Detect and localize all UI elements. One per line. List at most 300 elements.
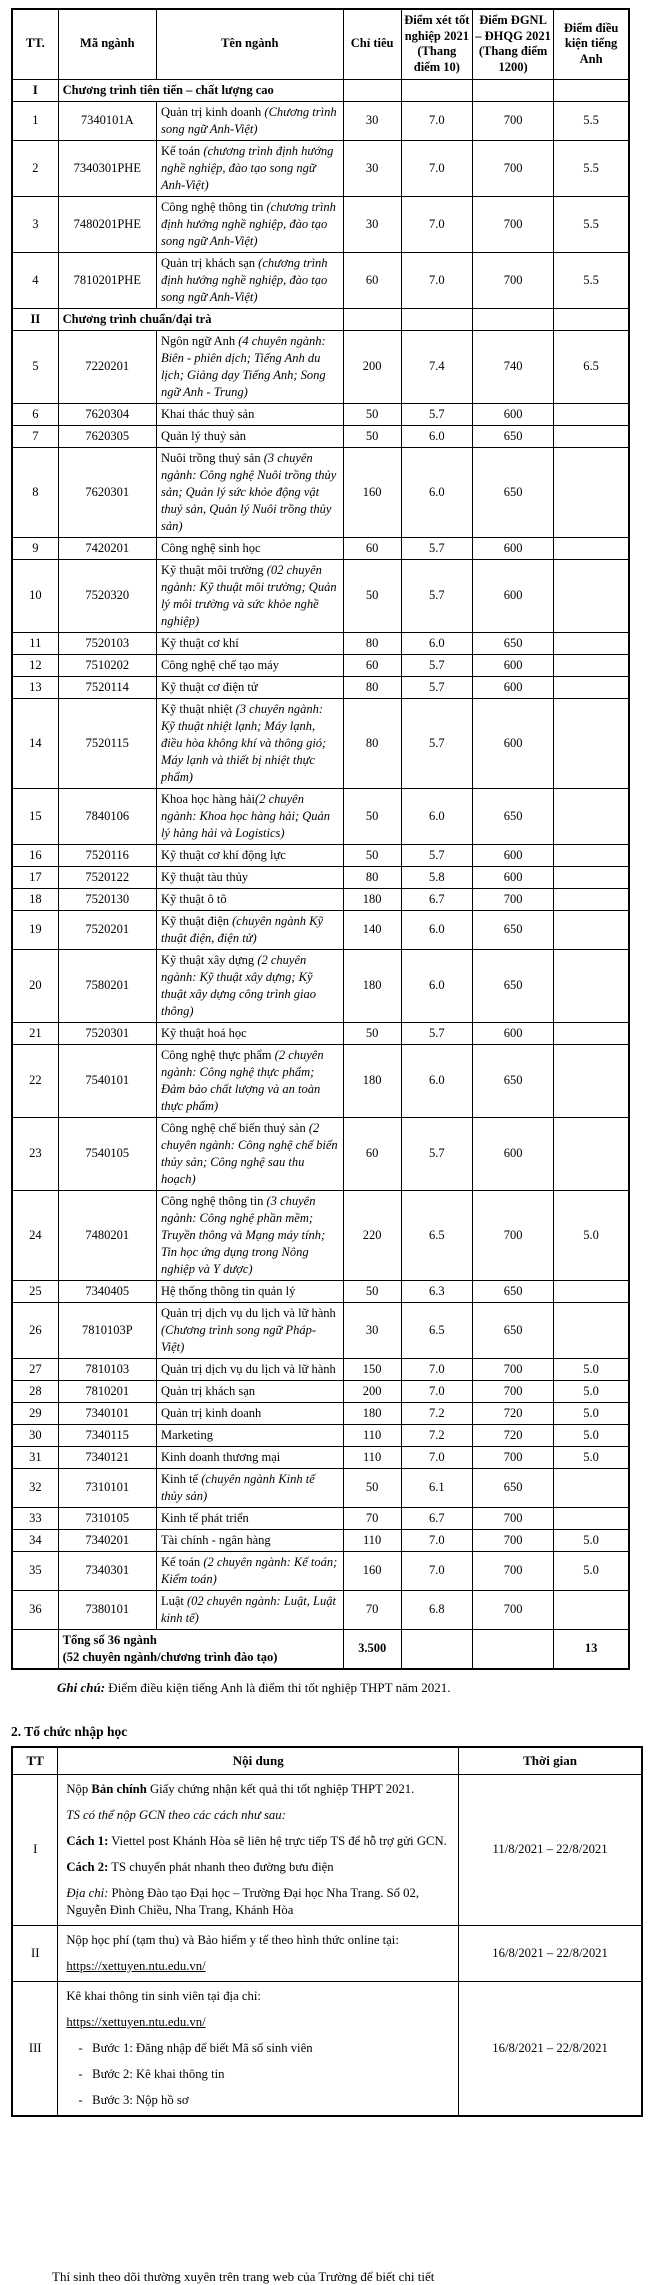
tt-cell: 20 bbox=[12, 949, 58, 1022]
code-cell: 7340101A bbox=[58, 101, 156, 140]
english-score-cell bbox=[554, 1507, 629, 1529]
dgnl-score-cell: 650 bbox=[472, 1302, 553, 1358]
name-cell bbox=[156, 1190, 343, 1280]
text-run: (2 chuyên ngành: Kế toán; Kiểm toán) bbox=[160, 1554, 338, 1586]
text-run: Kỹ thuật hoá học bbox=[160, 1025, 247, 1040]
quota-cell: 80 bbox=[343, 698, 401, 788]
text-run: Kỹ thuật cơ điện tử bbox=[160, 679, 258, 694]
name-cell bbox=[156, 1380, 343, 1402]
text-run: Kỹ thuật ô tô bbox=[160, 891, 227, 906]
code-cell: 7340301PHE bbox=[58, 140, 156, 196]
col-header-diem-tn: Điểm xét tốt nghiệp 2021 (Thang điểm 10) bbox=[401, 9, 472, 79]
quota-cell: 160 bbox=[343, 1551, 401, 1590]
content-paragraph bbox=[66, 1958, 450, 1975]
english-score-cell: 5.0 bbox=[554, 1380, 629, 1402]
dgnl-score-cell: 720 bbox=[472, 1424, 553, 1446]
dgnl-score-cell: 650 bbox=[472, 1468, 553, 1507]
tt-cell: I bbox=[12, 79, 58, 101]
tt-cell: 30 bbox=[12, 1424, 58, 1446]
text-run: Phòng Đào tạo Đại học – Trường Đại học Nha Trang. Số 02, Nguyễn Đình Chiều, Nha Trang, Khánh Hòa bbox=[66, 1885, 423, 1917]
dgnl-score-cell: 700 bbox=[472, 1529, 553, 1551]
footnote-label: Ghi chú: bbox=[57, 1679, 106, 1695]
dgnl-score-cell: 700 bbox=[472, 888, 553, 910]
table-row bbox=[12, 140, 629, 196]
tt-cell: 36 bbox=[12, 1590, 58, 1629]
code-cell: 7840106 bbox=[58, 788, 156, 844]
quota-cell: 200 bbox=[343, 1380, 401, 1402]
english-score-cell bbox=[554, 1022, 629, 1044]
content-paragraph bbox=[66, 1859, 450, 1876]
content-paragraph bbox=[66, 2014, 450, 2031]
text-run: (chương trình định hướng nghề nghiệp, đào tạo song ngữ Anh-Việt) bbox=[160, 255, 328, 304]
english-score-cell bbox=[554, 632, 629, 654]
dgnl-score-cell: 600 bbox=[472, 654, 553, 676]
tt-cell: 25 bbox=[12, 1280, 58, 1302]
code-cell: 7340301 bbox=[58, 1551, 156, 1590]
table-row bbox=[12, 447, 629, 537]
name-cell bbox=[156, 196, 343, 252]
quota-cell: 50 bbox=[343, 403, 401, 425]
dgnl-score-cell: 700 bbox=[472, 1190, 553, 1280]
name-cell bbox=[156, 788, 343, 844]
table-row bbox=[12, 676, 629, 698]
step-item bbox=[66, 2040, 450, 2057]
schedule-row bbox=[12, 1774, 642, 1925]
code-cell: 7420201 bbox=[58, 537, 156, 559]
section-label-cell: Chương trình tiên tiến – chất lượng cao bbox=[58, 79, 343, 101]
code-cell: 7480201 bbox=[58, 1190, 156, 1280]
quota-cell: 50 bbox=[343, 1280, 401, 1302]
tn-score-cell: 6.8 bbox=[401, 1590, 472, 1629]
name-cell bbox=[156, 101, 343, 140]
name-cell bbox=[156, 140, 343, 196]
code-cell: 7480201PHE bbox=[58, 196, 156, 252]
table-row bbox=[12, 537, 629, 559]
text-run: Quản trị khách sạn bbox=[160, 1383, 256, 1398]
code-cell: 7520114 bbox=[58, 676, 156, 698]
table-row bbox=[12, 330, 629, 403]
dgnl-score-cell: 720 bbox=[472, 1402, 553, 1424]
english-score-cell bbox=[554, 559, 629, 632]
tn-score-cell: 7.0 bbox=[401, 1446, 472, 1468]
code-cell: 7520130 bbox=[58, 888, 156, 910]
tn-score-cell: 6.0 bbox=[401, 788, 472, 844]
english-score-cell: 5.5 bbox=[554, 101, 629, 140]
text-run: Nuôi trồng thuỷ sản bbox=[160, 450, 264, 465]
quota-cell: 180 bbox=[343, 1044, 401, 1117]
name-cell bbox=[156, 1044, 343, 1117]
tn-score-cell: 7.0 bbox=[401, 101, 472, 140]
name-cell bbox=[156, 844, 343, 866]
name-cell bbox=[156, 866, 343, 888]
name-cell bbox=[156, 676, 343, 698]
dgnl-score-cell: 650 bbox=[472, 788, 553, 844]
table-row bbox=[12, 788, 629, 844]
english-score-cell: 5.5 bbox=[554, 252, 629, 308]
dgnl-score-cell: 650 bbox=[472, 425, 553, 447]
text-run: Kỹ thuật cơ khí bbox=[160, 635, 239, 650]
english-score-cell bbox=[554, 79, 629, 101]
col-header-diem-anh: Điểm điều kiện tiếng Anh bbox=[554, 9, 629, 79]
code-cell: 7810103P bbox=[58, 1302, 156, 1358]
tt-cell: 2 bbox=[12, 140, 58, 196]
text-run: - Bước 1: Đăng nhập để biết Mã số sinh viên bbox=[78, 2040, 313, 2055]
tt-cell: 23 bbox=[12, 1117, 58, 1190]
tn-score-cell: 6.0 bbox=[401, 447, 472, 537]
quota-cell: 60 bbox=[343, 252, 401, 308]
table-row bbox=[12, 1507, 629, 1529]
dgnl-score-cell: 650 bbox=[472, 949, 553, 1022]
text-run: Quản trị kinh doanh bbox=[160, 104, 265, 119]
text-run: Bản chính bbox=[91, 1781, 147, 1796]
tn-score-cell: 6.5 bbox=[401, 1190, 472, 1280]
tt-cell: 19 bbox=[12, 910, 58, 949]
table-row bbox=[12, 632, 629, 654]
text-run: (2 chuyên ngành: Khoa học hàng hải; Quản lý hàng hải và Logistics) bbox=[160, 791, 331, 840]
dgnl-score-cell: 700 bbox=[472, 1590, 553, 1629]
text-run: Kỹ thuật môi trường bbox=[160, 562, 267, 577]
tn-score-cell: 5.7 bbox=[401, 537, 472, 559]
content-paragraph bbox=[66, 1988, 450, 2005]
tt-cell: 17 bbox=[12, 866, 58, 888]
tt-cell: 12 bbox=[12, 654, 58, 676]
text-run: (chuyên ngành Kỹ thuật điện, điện tử) bbox=[160, 913, 324, 945]
name-cell bbox=[156, 1402, 343, 1424]
english-score-cell bbox=[554, 844, 629, 866]
code-cell: 7520201 bbox=[58, 910, 156, 949]
dgnl-score-cell: 700 bbox=[472, 1358, 553, 1380]
code-cell: 7810201 bbox=[58, 1380, 156, 1402]
tn-score-cell bbox=[401, 79, 472, 101]
link-url[interactable]: https://xettuyen.ntu.edu.vn/ bbox=[66, 2014, 206, 2029]
english-score-cell bbox=[554, 537, 629, 559]
dgnl-score-cell: 600 bbox=[472, 403, 553, 425]
code-cell: 7340405 bbox=[58, 1280, 156, 1302]
content-paragraph bbox=[66, 1885, 450, 1919]
content-paragraph bbox=[66, 1833, 450, 1850]
english-score-cell: 5.0 bbox=[554, 1529, 629, 1551]
col-header-thoi-gian: Thời gian bbox=[459, 1747, 642, 1775]
admission-scores-table bbox=[11, 8, 630, 1670]
tt-cell: 24 bbox=[12, 1190, 58, 1280]
quota-cell: 50 bbox=[343, 559, 401, 632]
code-cell: 7620305 bbox=[58, 425, 156, 447]
tn-score-cell: 5.7 bbox=[401, 1022, 472, 1044]
code-cell: 7810201PHE bbox=[58, 252, 156, 308]
tn-score-cell: 7.2 bbox=[401, 1424, 472, 1446]
text-run: (3 chuyên ngành: Kỹ thuật nhiệt lạnh; Máy lạnh, điều hòa không khí và thông gió; Máy lạnh và thiết bị nhiệt thực phẩm) bbox=[160, 701, 327, 784]
dgnl-score-cell: 650 bbox=[472, 1280, 553, 1302]
dgnl-score-cell: 700 bbox=[472, 1551, 553, 1590]
english-score-cell bbox=[554, 1590, 629, 1629]
text-run: TS chuyển phát nhanh theo đường bưu điện bbox=[108, 1859, 334, 1874]
english-score-cell bbox=[554, 910, 629, 949]
tt-cell: I bbox=[12, 1774, 58, 1925]
footnote bbox=[57, 1680, 632, 1696]
table-row bbox=[12, 654, 629, 676]
tn-score-cell: 5.7 bbox=[401, 654, 472, 676]
dgnl-score-cell: 600 bbox=[472, 676, 553, 698]
text-run: Quản lý thuỷ sản bbox=[160, 428, 247, 443]
english-score-cell: 5.0 bbox=[554, 1190, 629, 1280]
step-item bbox=[66, 2092, 450, 2109]
time-cell: 16/8/2021 – 22/8/2021 bbox=[459, 1925, 642, 1981]
tt-cell: 33 bbox=[12, 1507, 58, 1529]
dgnl-score-cell bbox=[472, 79, 553, 101]
english-score-cell bbox=[554, 676, 629, 698]
tn-score-cell: 7.0 bbox=[401, 140, 472, 196]
content-paragraph bbox=[66, 1807, 450, 1824]
text-run: Kỹ thuật điện bbox=[160, 913, 233, 928]
dgnl-score-cell: 700 bbox=[472, 101, 553, 140]
tn-score-cell: 6.0 bbox=[401, 632, 472, 654]
name-cell bbox=[156, 425, 343, 447]
text-run: Tài chính - ngân hàng bbox=[160, 1532, 271, 1547]
text-run: TS có thể nộp GCN theo các cách như sau: bbox=[66, 1807, 286, 1822]
name-cell bbox=[156, 632, 343, 654]
tn-score-cell: 7.2 bbox=[401, 1402, 472, 1424]
english-score-cell: 5.5 bbox=[554, 140, 629, 196]
code-cell: 7520103 bbox=[58, 632, 156, 654]
dgnl-score-cell: 740 bbox=[472, 330, 553, 403]
english-score-cell: 5.0 bbox=[554, 1358, 629, 1380]
tt-cell: 6 bbox=[12, 403, 58, 425]
code-cell: 7620301 bbox=[58, 447, 156, 537]
tn-score-cell: 6.3 bbox=[401, 1280, 472, 1302]
quota-cell: 80 bbox=[343, 676, 401, 698]
english-score-cell: 6.5 bbox=[554, 330, 629, 403]
table-row bbox=[12, 888, 629, 910]
tt-cell: 4 bbox=[12, 252, 58, 308]
col-header-noi-dung: Nội dung bbox=[58, 1747, 459, 1775]
tt-cell: III bbox=[12, 1981, 58, 2116]
text-run: Kỹ thuật nhiệt bbox=[160, 701, 236, 716]
text-run: (3 chuyên ngành: Công nghệ Nuôi trồng thủy sản; Quản lý sức khỏe động vật thuỷ sản, Quản lý Nuôi trồng thủy sản) bbox=[160, 450, 337, 533]
text-run: Cách 1: bbox=[66, 1833, 109, 1848]
text-run: Nộp học phí (tạm thu) và Bảo hiểm y tế theo hình thức online tại: bbox=[66, 1932, 399, 1947]
code-cell: 7220201 bbox=[58, 330, 156, 403]
table-row bbox=[12, 1590, 629, 1629]
time-cell: 16/8/2021 – 22/8/2021 bbox=[459, 1981, 642, 2116]
text-run: Ngôn ngữ Anh bbox=[160, 333, 239, 348]
total-label-line: Tổng số 36 ngành bbox=[62, 1632, 157, 1647]
text-run: Quản trị dịch vụ du lịch và lữ hành bbox=[160, 1305, 336, 1320]
code-cell: 7310101 bbox=[58, 1468, 156, 1507]
tn-score-cell: 6.7 bbox=[401, 888, 472, 910]
footnote-text: Điểm điều kiện tiếng Anh là điểm thi tốt nghiệp THPT năm 2021. bbox=[105, 1679, 451, 1695]
tn-score-cell: 6.7 bbox=[401, 1507, 472, 1529]
code-cell: 7340121 bbox=[58, 1446, 156, 1468]
text-run: Quản trị khách sạn bbox=[160, 255, 259, 270]
table-row bbox=[12, 1424, 629, 1446]
tt-cell: 1 bbox=[12, 101, 58, 140]
tt-cell: 27 bbox=[12, 1358, 58, 1380]
tt-cell: 31 bbox=[12, 1446, 58, 1468]
english-score-cell: 5.0 bbox=[554, 1551, 629, 1590]
tn-score-cell: 5.7 bbox=[401, 698, 472, 788]
text-run: Kinh doanh thương mại bbox=[160, 1449, 281, 1464]
text-run: (chương trình định hướng nghề nghiệp, đào tạo song ngữ Anh-Việt) bbox=[160, 143, 334, 192]
table-row bbox=[12, 425, 629, 447]
table-row bbox=[12, 101, 629, 140]
text-run: (02 chuyên ngành: Kỹ thuật môi trường; Quản lý môi trường và sức khỏe nghề nghiệp) bbox=[160, 562, 337, 628]
table-row bbox=[12, 1402, 629, 1424]
text-run: Marketing bbox=[160, 1427, 214, 1442]
text-run: Luật bbox=[160, 1593, 187, 1608]
enrollment-table-header bbox=[12, 1747, 642, 1775]
english-score-cell bbox=[554, 1280, 629, 1302]
text-run: Công nghệ thực phẩm bbox=[160, 1047, 275, 1062]
name-cell bbox=[156, 1590, 343, 1629]
name-cell bbox=[156, 1280, 343, 1302]
english-score-cell bbox=[554, 888, 629, 910]
english-score-cell bbox=[554, 1302, 629, 1358]
tt-cell: 29 bbox=[12, 1402, 58, 1424]
dgnl-score-cell: 600 bbox=[472, 559, 553, 632]
dgnl-score-cell: 650 bbox=[472, 1044, 553, 1117]
name-cell bbox=[156, 888, 343, 910]
name-cell bbox=[156, 1358, 343, 1380]
text-run: - Bước 2: Kê khai thông tin bbox=[78, 2066, 225, 2081]
content-paragraph bbox=[66, 1932, 450, 1949]
tt-cell: 22 bbox=[12, 1044, 58, 1117]
name-cell bbox=[156, 910, 343, 949]
english-score-cell bbox=[554, 866, 629, 888]
english-score-cell bbox=[554, 698, 629, 788]
table-row bbox=[12, 1446, 629, 1468]
name-cell bbox=[156, 1022, 343, 1044]
tt-cell: 34 bbox=[12, 1529, 58, 1551]
tn-score-cell: 6.0 bbox=[401, 949, 472, 1022]
tt-cell: 11 bbox=[12, 632, 58, 654]
quota-cell bbox=[343, 308, 401, 330]
dgnl-score-cell: 600 bbox=[472, 844, 553, 866]
schedule-row bbox=[12, 1981, 642, 2116]
text-run: Viettel post Khánh Hòa sẽ liên hệ trực tiếp TS để hỗ trợ gửi GCN. bbox=[108, 1833, 447, 1848]
name-cell bbox=[156, 252, 343, 308]
code-cell: 7520122 bbox=[58, 866, 156, 888]
text-run: Quản trị dịch vụ du lịch và lữ hành bbox=[160, 1361, 336, 1376]
dgnl-score-cell bbox=[472, 1629, 553, 1669]
quota-cell: 110 bbox=[343, 1424, 401, 1446]
tn-score-cell: 6.5 bbox=[401, 1302, 472, 1358]
header-row bbox=[12, 1747, 642, 1775]
quota-cell: 50 bbox=[343, 425, 401, 447]
code-cell: 7520116 bbox=[58, 844, 156, 866]
name-cell bbox=[156, 559, 343, 632]
english-score-cell bbox=[554, 1117, 629, 1190]
text-run: Khai thác thuỷ sản bbox=[160, 406, 255, 421]
quota-cell: 80 bbox=[343, 866, 401, 888]
name-cell bbox=[156, 537, 343, 559]
code-cell: 7810103 bbox=[58, 1358, 156, 1380]
text-run: Công nghệ sinh học bbox=[160, 540, 261, 555]
text-run: Công nghệ thông tin bbox=[160, 1193, 267, 1208]
table-row bbox=[12, 949, 629, 1022]
dgnl-score-cell: 600 bbox=[472, 698, 553, 788]
dgnl-score-cell: 600 bbox=[472, 866, 553, 888]
table-row bbox=[12, 1117, 629, 1190]
english-score-cell bbox=[554, 949, 629, 1022]
english-score-cell: 5.0 bbox=[554, 1402, 629, 1424]
tn-score-cell: 5.7 bbox=[401, 1117, 472, 1190]
code-cell: 7620304 bbox=[58, 403, 156, 425]
quota-cell: 110 bbox=[343, 1446, 401, 1468]
content-cell bbox=[58, 1774, 459, 1925]
table-row bbox=[12, 196, 629, 252]
schedule-row bbox=[12, 1925, 642, 1981]
code-cell: 7340201 bbox=[58, 1529, 156, 1551]
code-cell: 7540101 bbox=[58, 1044, 156, 1117]
table-row bbox=[12, 910, 629, 949]
table-row bbox=[12, 1190, 629, 1280]
table-row bbox=[12, 252, 629, 308]
quota-cell bbox=[343, 79, 401, 101]
table-row bbox=[12, 1551, 629, 1590]
tn-score-cell: 7.0 bbox=[401, 1529, 472, 1551]
time-cell: 11/8/2021 – 22/8/2021 bbox=[459, 1774, 642, 1925]
text-run: Công nghệ thông tin bbox=[160, 199, 267, 214]
table-row bbox=[12, 1280, 629, 1302]
quota-cell: 30 bbox=[343, 101, 401, 140]
table-row bbox=[12, 1380, 629, 1402]
english-score-cell bbox=[554, 308, 629, 330]
table-row bbox=[12, 1529, 629, 1551]
table-row bbox=[12, 559, 629, 632]
table-row bbox=[12, 1358, 629, 1380]
total-label-line: (52 chuyên ngành/chương trình đào tạo) bbox=[62, 1649, 278, 1664]
link-url[interactable]: https://xettuyen.ntu.edu.vn/ bbox=[66, 1958, 206, 1973]
english-score-cell bbox=[554, 1468, 629, 1507]
tt-cell: 10 bbox=[12, 559, 58, 632]
quota-cell: 30 bbox=[343, 1302, 401, 1358]
text-run: (2 chuyên ngành: Công nghệ thực phẩm; Đảm bảo chất lượng và an toàn thực phẩm) bbox=[160, 1047, 324, 1113]
dgnl-score-cell: 650 bbox=[472, 632, 553, 654]
name-cell bbox=[156, 1424, 343, 1446]
content-cell bbox=[58, 1925, 459, 1981]
tt-cell bbox=[12, 1629, 58, 1669]
code-cell: 7520115 bbox=[58, 698, 156, 788]
quota-cell: 110 bbox=[343, 1529, 401, 1551]
name-cell bbox=[156, 949, 343, 1022]
tn-score-cell: 7.0 bbox=[401, 1551, 472, 1590]
tn-score-cell: 7.0 bbox=[401, 196, 472, 252]
col-header-tt: TT. bbox=[12, 9, 58, 79]
code-cell: 7540105 bbox=[58, 1117, 156, 1190]
english-score-cell bbox=[554, 403, 629, 425]
english-score-cell: 5.0 bbox=[554, 1424, 629, 1446]
english-score-cell bbox=[554, 654, 629, 676]
col-header-ma-nganh: Mã ngành bbox=[58, 9, 156, 79]
section-row bbox=[12, 79, 629, 101]
quota-cell: 60 bbox=[343, 654, 401, 676]
tn-score-cell: 7.0 bbox=[401, 1380, 472, 1402]
quota-cell: 80 bbox=[343, 632, 401, 654]
col-header-ten-nganh: Tên ngành bbox=[156, 9, 343, 79]
english-score-cell: 13 bbox=[554, 1629, 629, 1669]
content-paragraph bbox=[66, 1781, 450, 1798]
tt-cell: 35 bbox=[12, 1551, 58, 1590]
text-run: Công nghệ chế biến thuỷ sản bbox=[160, 1120, 309, 1135]
dgnl-score-cell: 650 bbox=[472, 447, 553, 537]
quota-cell: 180 bbox=[343, 1402, 401, 1424]
code-cell: 7340115 bbox=[58, 1424, 156, 1446]
name-cell bbox=[156, 1551, 343, 1590]
tn-score-cell: 5.7 bbox=[401, 844, 472, 866]
tn-score-cell: 7.0 bbox=[401, 252, 472, 308]
quota-cell: 50 bbox=[343, 1468, 401, 1507]
text-run: Khoa học hàng hải bbox=[160, 791, 256, 806]
